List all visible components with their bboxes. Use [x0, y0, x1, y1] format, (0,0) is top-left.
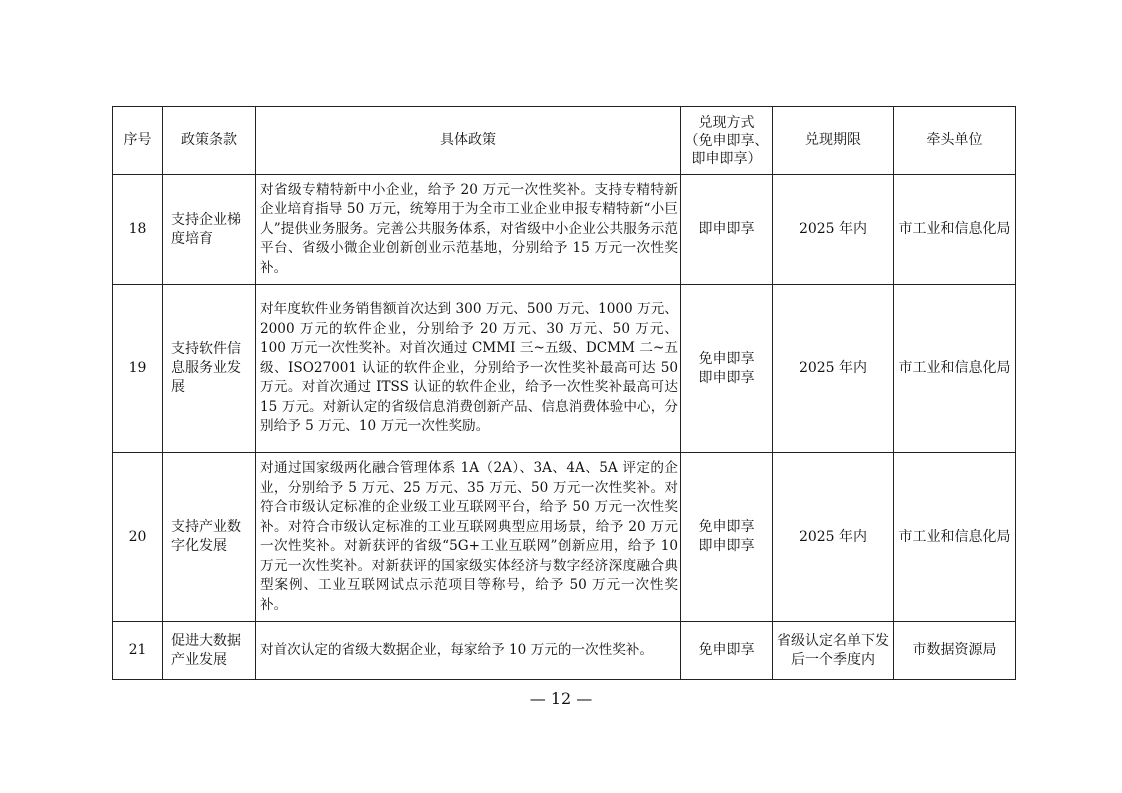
table-row	[113, 453, 1016, 622]
policy-table	[112, 106, 1016, 680]
table-row	[113, 175, 1016, 285]
row-unit: 市数据资源局	[894, 622, 1016, 680]
row-seq: 18	[113, 175, 163, 285]
row-mode-line2: 即申即享	[698, 369, 755, 386]
header-mode	[681, 107, 773, 175]
row-term: 2025 年内	[773, 285, 894, 453]
row-unit: 市工业和信息化局	[894, 285, 1016, 453]
table-header-row	[113, 107, 1016, 175]
row-unit: 市工业和信息化局	[894, 175, 1016, 285]
row-policy: 对首次认定的省级大数据企业，每家给予 10 万元的一次性奖补。	[256, 622, 681, 680]
header-term: 兑现期限	[773, 107, 894, 175]
row-policy: 对年度软件业务销售额首次达到 300 万元、500 万元、1000 万元、2000 万元的软件企业，分别给予 20 万元、30 万元、50 万元、100 万元一次性奖补。对首次通过 CMMI 三~五级、DCMM 二~五级、ISO27001 认证的软件企业，分别给予一次性奖补最高可达 50 万元。对首次通过 ITSS 认证的软件企业，给予一次性奖补最高可达 15 万元。对新认定的省级信息消费创新产品、信息消费体验中心，分别给予 5 万元、10 万元一次性奖励。	[256, 285, 681, 453]
row-item: 促进大数据产业发展	[163, 622, 256, 680]
row-term: 2025 年内	[773, 453, 894, 622]
row-term: 省级认定名单下发后一个季度内	[773, 622, 894, 680]
row-mode	[681, 175, 773, 285]
table-row	[113, 622, 1016, 680]
row-mode-line1: 免申即享	[698, 350, 755, 367]
row-mode-line1: 免申即享	[698, 519, 755, 535]
header-unit: 牵头单位	[894, 107, 1016, 175]
header-policy: 具体政策	[256, 107, 681, 175]
row-term: 2025 年内	[773, 175, 894, 285]
row-policy: 对省级专精特新中小企业，给予 20 万元一次性奖补。支持专精特新企业培育指导 50 万元，统筹用于为全市工业企业申报专精特新“小巨人”提供业务服务。完善公共服务体系，对省级中小企业公共服务示范平台、省级小微企业创新创业示范基地，分别给予 15 万元一次性奖补。	[256, 175, 681, 285]
header-item: 政策条款	[163, 107, 256, 175]
row-mode	[681, 453, 773, 622]
row-policy: 对通过国家级两化融合管理体系 1A（2A）、3A、4A、5A 评定的企业，分别给予 5 万元、25 万元、35 万元、50 万元一次性奖补。对符合市级认定标准的企业级工业互联网平台，给予 50 万元一次性奖补。对符合市级认定标准的工业互联网典型应用场景，给予 20 万元一次性奖补。对新获评的省级“5G+工业互联网”创新应用，给予 10 万元一次性奖补。对新获评的国家级实体经济与数字经济深度融合典型案例、工业互联网试点示范项目等称号，给予 50 万元一次性奖补。	[256, 453, 681, 622]
table-row	[113, 285, 1016, 453]
header-mode-line1: 兑现方式	[698, 114, 755, 131]
row-mode-line2: 即申即享	[698, 538, 755, 554]
row-unit: 市工业和信息化局	[894, 453, 1016, 622]
row-item: 支持企业梯度培育	[163, 175, 256, 285]
header-seq: 序号	[113, 107, 163, 175]
row-item: 支持产业数字化发展	[163, 453, 256, 622]
row-seq: 21	[113, 622, 163, 680]
row-seq: 19	[113, 285, 163, 453]
row-mode	[681, 622, 773, 680]
page-number: — 12 —	[529, 689, 593, 708]
row-seq: 20	[113, 453, 163, 622]
row-mode-line1: 免申即享	[698, 642, 755, 658]
header-mode-line2: （免申即享、	[684, 132, 769, 149]
row-item: 支持软件信息服务业发展	[163, 285, 256, 453]
row-mode-line1: 即申即享	[698, 221, 755, 237]
header-mode-line3: 即申即享）	[691, 150, 762, 167]
row-mode	[681, 285, 773, 453]
